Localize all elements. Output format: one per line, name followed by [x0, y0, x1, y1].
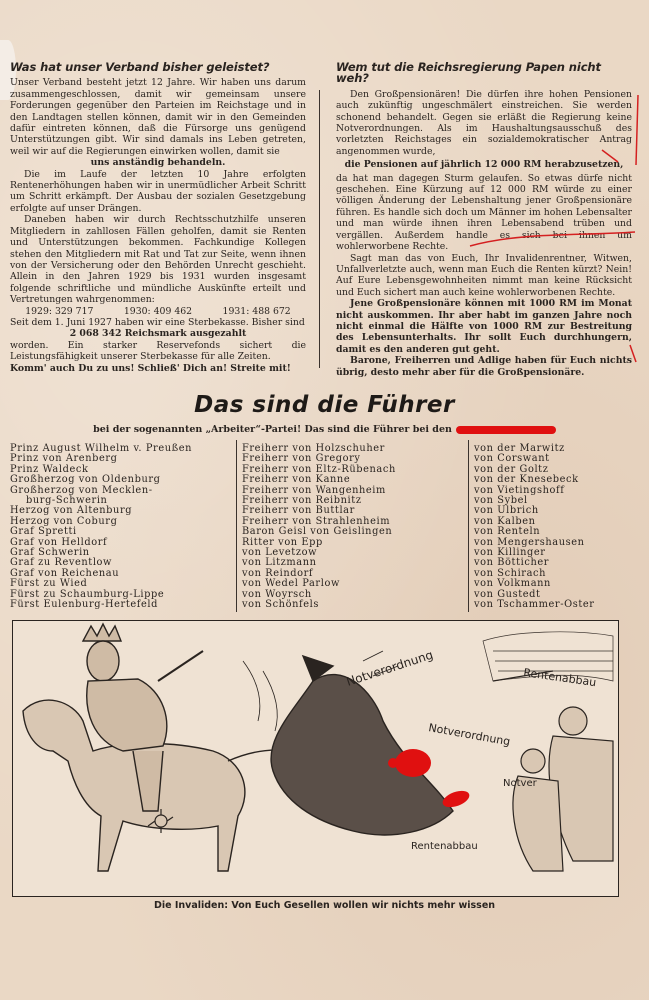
cartoon-frame — [12, 620, 619, 897]
list-item: von Mengershausen — [474, 536, 585, 548]
list-item: von Killinger — [474, 547, 546, 559]
left-paragraph-1: Unser Verband besteht jetzt 12 Jahre. Wir haben uns darum zusammengeschlossen, damit wir gemeinsam unsere Forderungen gegenüber den Parteien im Reichstage und in den Landtagen stellen können, damit wir in den Gemeinden dafür eintreten können, daß die Fürsorge uns genügend Unterstützungen gibt. Wir sind damals ins Leben getreten, weil wir auf die Regierungen einwirken wollen, damit sie — [10, 77, 306, 157]
list-item: von der Marwitz — [474, 443, 565, 454]
list-item: von Bötticher — [474, 557, 550, 569]
list-item: von Schönfels — [242, 599, 319, 611]
list-item: Fürst zu Wied — [10, 578, 88, 590]
right-paragraph-3: Sagt man das von Euch, Ihr Invalidenrentner, Witwen, Unfallverletzte auch, wenn man Euch die Renten kürzt? Nein! Auf Eure Lebensgewohnheiten nimmt man keine Rücksicht und Euch sichert man auch keine wohlerworbenen Rechte. — [336, 252, 632, 298]
list-item: von Levetzow — [242, 547, 318, 559]
stat-1931: 1931: 488 672 — [222, 305, 291, 317]
list-item: von Vietingshoff — [474, 484, 565, 496]
list-item: Graf zu Reventlow — [10, 557, 113, 569]
cartoon-label-1: Notverordnung — [344, 647, 435, 689]
left-closing: Komm' auch Du zu uns! Schließ' Dich an! Streite mit! — [10, 362, 291, 374]
cartoon-label-2: Notverordnung — [427, 721, 512, 749]
list-item: Freiherr von Strahlenheim — [242, 515, 391, 527]
list-item: Freiherr von Reibnitz — [242, 495, 362, 507]
leaders-list-2 — [242, 444, 462, 611]
list-divider-1 — [236, 440, 237, 612]
left-paragraph-4: Seit dem 1. Juni 1927 haben wir eine Sterbekasse. Bisher sind — [10, 316, 305, 328]
list-item: von Kalben — [474, 515, 536, 527]
list-item: Ritter von Epp — [242, 536, 323, 548]
cartoon-label-4: Notver — [503, 778, 537, 789]
list-item: Großherzog von Oldenburg — [10, 474, 161, 486]
list-item: Graf von Helldorf — [10, 536, 108, 548]
list-item: von Volkmann — [474, 578, 551, 590]
list-item: von Gustedt — [474, 588, 541, 600]
cartoon-label-5: Rentenabbau — [411, 841, 478, 852]
left-paragraph-5: worden. Ein starker Reservefonds sichert die Leistungsfähigkeit unserer Sterbekasse für alle Zeiten. — [10, 339, 306, 363]
leaders-list-1 — [10, 444, 230, 611]
list-item: Fürst zu Schaumburg-Lippe — [10, 588, 165, 600]
list-item: Freiherr von Kanne — [242, 474, 351, 486]
right-paragraph-4: Jene Großpensionäre können mit 1000 RM im Monat nicht auskommen. Ihr aber habt im ganzen Jahre noch nicht einmal die Hälfte von 1000 RM zur Bestreitung des Lebensunterhalts. Ihr sollt Euch durchhungern, damit es den anderen gut geht. — [336, 298, 632, 355]
annotation-margin-line — [636, 95, 638, 165]
list-item: Freiherr von Holzschuher — [242, 443, 385, 454]
right-paragraph-1: Den Großpensionären! Die dürfen ihre hohen Pensionen auch zukünftig ungeschmälert einstreichen. Sie werden schonend behandelt. Gegen sie erläßt die Regierung keine Notverordnungen. Als im Haushaltungsausschuß des vorletzten Reichstages ein sozialdemokratischer Antrag angenommen wurde, — [336, 88, 632, 157]
left-paragraph-3: Daneben haben wir durch Rechtsschutzhilfe unseren Mitgliedern in zahllosen Fällen geholfen, damit sie Renten und Unterstützungen bekommen. Fachkundige Kollegen stehen den Mitgliedern mit Rat und Tat zur Seite, wenn ihnen von der Versicherung oder den Behörden Unrecht geschieht. Allein in den Jahren 1929 bis 1931 wurden insgesamt folgende schriftliche und mündliche Auskünfte erteilt und Vertretungen wahrgenommen: — [10, 214, 306, 306]
list-divider-2 — [468, 440, 469, 612]
list-item: Graf von Reichenau — [10, 567, 120, 579]
list-item: von Reindorf — [242, 567, 314, 579]
list-item: von Ulbrich — [474, 505, 539, 517]
leaders-subtitle — [0, 424, 649, 435]
list-item: Fürst Eulenburg-Hertefeld — [10, 599, 159, 611]
list-item: Freiherr von Buttlar — [242, 505, 355, 517]
list-item: Prinz August Wilhelm v. Preußen — [10, 443, 193, 454]
list-item: von der Knesebeck — [474, 474, 579, 486]
list-item: von Tschammer-Oster — [474, 599, 595, 611]
left-paragraph-2: Die im Laufe der letzten 10 Jahre erfolgten Rentenerhöhungen haben wir in unermüdlicher Arbeit Schritt um Schritt erkämpft. Der Ausbau der sozialen Gesetzgebung erfolgte auf unser Drängen. — [10, 168, 306, 214]
list-item: von Woyrsch — [242, 588, 312, 600]
list-item: Herzog von Coburg — [10, 515, 118, 527]
left-heading: Was hat unser Verband bisher geleistet? — [10, 60, 270, 74]
list-item: Graf Spretti — [10, 526, 77, 538]
cartoon-illustration — [13, 621, 618, 896]
list-item: Baron Geisl von Geislingen — [242, 526, 393, 538]
cartoon-caption: Die Invaliden: Von Euch Gesellen wollen wir nichts mehr wissen — [153, 900, 496, 911]
officials-group — [493, 671, 613, 871]
right-paragraph-2: da hat man dagegen Sturm gelaufen. So etwas dürfe nicht geschehen. Eine Kürzung auf 12 000 RM würde zu einer völligen Änderung der Lebenshaltung jener Großpensionäre führen. Es handle sich doch um Männer im hohen Lebensalter und man würde ihnen ihren Lebensabend trüben und vergällen. Außerdem handle es sich bei ihnen um wohlerworbene Rechte. — [336, 172, 632, 253]
list-item: burg-Schwerin — [26, 495, 108, 507]
list-item: Prinz Waldeck — [10, 463, 89, 475]
annotation-underline — [470, 232, 635, 246]
left-centered-line: uns anständig behandeln. — [90, 157, 226, 169]
list-item: Freiherr von Eltz-Rübenach — [242, 463, 396, 475]
list-item: von Wedel Parlow — [242, 578, 340, 590]
stat-1929: 1929: 329 717 — [25, 305, 94, 317]
right-heading: Wem tut die Reichsregierung Papen nicht weh? — [336, 60, 601, 86]
cartoon-label-3: Rentenabbau — [522, 666, 598, 690]
annotation-tick — [602, 150, 618, 162]
list-item: Freiherr von Wangenheim — [242, 484, 386, 496]
list-item: Prinz von Arenberg — [10, 453, 118, 465]
list-item: Herzog von Altenburg — [10, 505, 133, 517]
list-item: von Corswant — [474, 453, 550, 465]
right-paragraph-5: Barone, Freiherren und Adlige haben für Euch nichts übrig, desto mehr aber für die Großpensionäre. — [336, 355, 632, 378]
list-item: Großherzog von Mecklen- — [10, 484, 153, 496]
list-item: von Litzmann — [242, 557, 317, 569]
list-item: von Renteln — [474, 526, 541, 538]
redaction-mark — [456, 426, 556, 434]
leaders-subtitle-text: bei der sogenannten „Arbeiter“-Partei! Das sind die Führer bei den — [93, 424, 452, 435]
stat-1930: 1930: 409 462 — [123, 305, 193, 317]
list-item: Graf Schwerin — [10, 547, 90, 559]
leaders-title: Das sind die Führer — [194, 392, 455, 418]
list-item: Freiherr von Gregory — [242, 453, 361, 465]
leaders-list-3 — [474, 444, 644, 611]
annotation-mark — [630, 345, 636, 362]
list-item: von Sybel — [474, 495, 528, 507]
payout-line: 2 068 342 Reichsmark ausgezahlt — [69, 328, 247, 340]
list-item: von Schirach — [474, 567, 547, 579]
right-bold-line: die Pensionen auf jährlich 12 000 RM herabzusetzen, — [344, 159, 624, 171]
list-item: von der Goltz — [474, 463, 549, 475]
